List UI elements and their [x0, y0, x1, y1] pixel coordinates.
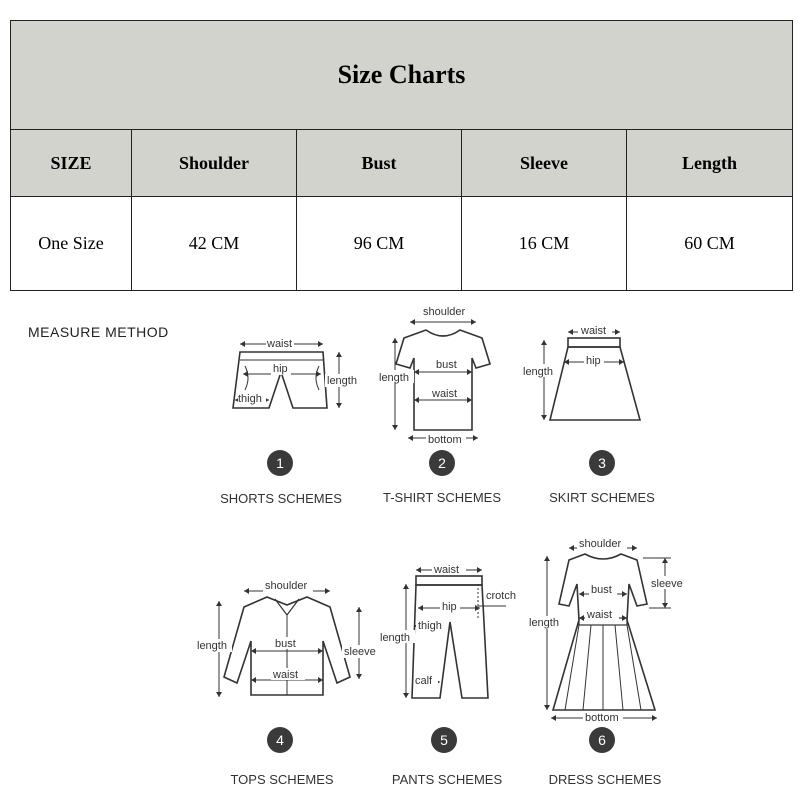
cell-size: One Size [11, 197, 132, 291]
dress-icon [525, 534, 695, 724]
scheme-number-1: 1 [267, 450, 293, 476]
tshirt-scheme-caption: T-SHIRT SCHEMES [383, 490, 501, 505]
thigh-label: thigh [418, 620, 442, 632]
length-label: length [197, 640, 227, 652]
length-label: length [529, 617, 559, 629]
scheme-number-5: 5 [431, 727, 457, 753]
measure-method-label: MEASURE METHOD [28, 324, 169, 340]
cell-sleeve: 16 CM [462, 197, 627, 291]
waist-label: waist [581, 325, 607, 337]
sleeve-label: sleeve [651, 578, 683, 590]
length-label: length [379, 372, 409, 384]
shirt-icon [195, 577, 390, 705]
header-row [11, 130, 793, 197]
shoulder-label: shoulder [265, 580, 308, 592]
header-size: SIZE [11, 130, 132, 197]
scheme-number-3: 3 [589, 450, 615, 476]
waist-label: waist [267, 338, 293, 350]
waist-label: waist [587, 609, 613, 621]
header-bust: Bust [297, 130, 462, 197]
hip-label: hip [586, 355, 601, 367]
tops-scheme [195, 577, 390, 705]
pants-scheme [378, 562, 523, 707]
cell-length: 60 CM [627, 197, 793, 291]
hip-label: hip [273, 363, 288, 375]
size-chart-table [10, 20, 793, 291]
bottom-label: bottom [585, 712, 619, 724]
skirt-icon [520, 322, 650, 427]
title-row [11, 21, 793, 130]
bust-label: bust [275, 638, 296, 650]
crotch-label: crotch [486, 590, 516, 602]
header-length: Length [627, 130, 793, 197]
header-shoulder: Shoulder [132, 130, 297, 197]
tshirt-scheme [378, 302, 508, 447]
thigh-label: thigh [238, 393, 262, 405]
waist-label: waist [432, 388, 458, 400]
scheme-number-2: 2 [429, 450, 455, 476]
bottom-label: bottom [428, 434, 462, 446]
bust-label: bust [436, 359, 457, 371]
table-row [11, 197, 793, 291]
skirt-scheme [520, 322, 650, 427]
header-sleeve: Sleeve [462, 130, 627, 197]
waist-label: waist [273, 669, 299, 681]
length-label: length [327, 375, 357, 387]
shorts-scheme-caption: SHORTS SCHEMES [220, 491, 342, 506]
pants-icon [378, 562, 523, 707]
bust-label: bust [591, 584, 612, 596]
hip-label: hip [442, 601, 457, 613]
waist-label: waist [434, 564, 460, 576]
cell-bust: 96 CM [297, 197, 462, 291]
calf-label: calf [415, 675, 433, 687]
skirt-scheme-caption: SKIRT SCHEMES [549, 490, 655, 505]
scheme-number-4: 4 [267, 727, 293, 753]
scheme-number-6: 6 [589, 727, 615, 753]
sleeve-label: sleeve [344, 646, 376, 658]
cell-shoulder: 42 CM [132, 197, 297, 291]
shoulder-label: shoulder [423, 306, 466, 318]
size-chart-title: Size Charts [11, 21, 793, 130]
shorts-scheme [215, 330, 365, 430]
pants-scheme-caption: PANTS SCHEMES [391, 772, 503, 787]
length-label: length [380, 632, 410, 644]
dress-scheme [525, 534, 695, 724]
tshirt-icon [378, 302, 508, 447]
length-label: length [523, 366, 553, 378]
tops-scheme-caption: TOPS SCHEMES [230, 772, 334, 787]
dress-scheme-caption: DRESS SCHEMES [548, 772, 662, 787]
shoulder-label: shoulder [579, 538, 622, 550]
shorts-icon [215, 330, 365, 430]
